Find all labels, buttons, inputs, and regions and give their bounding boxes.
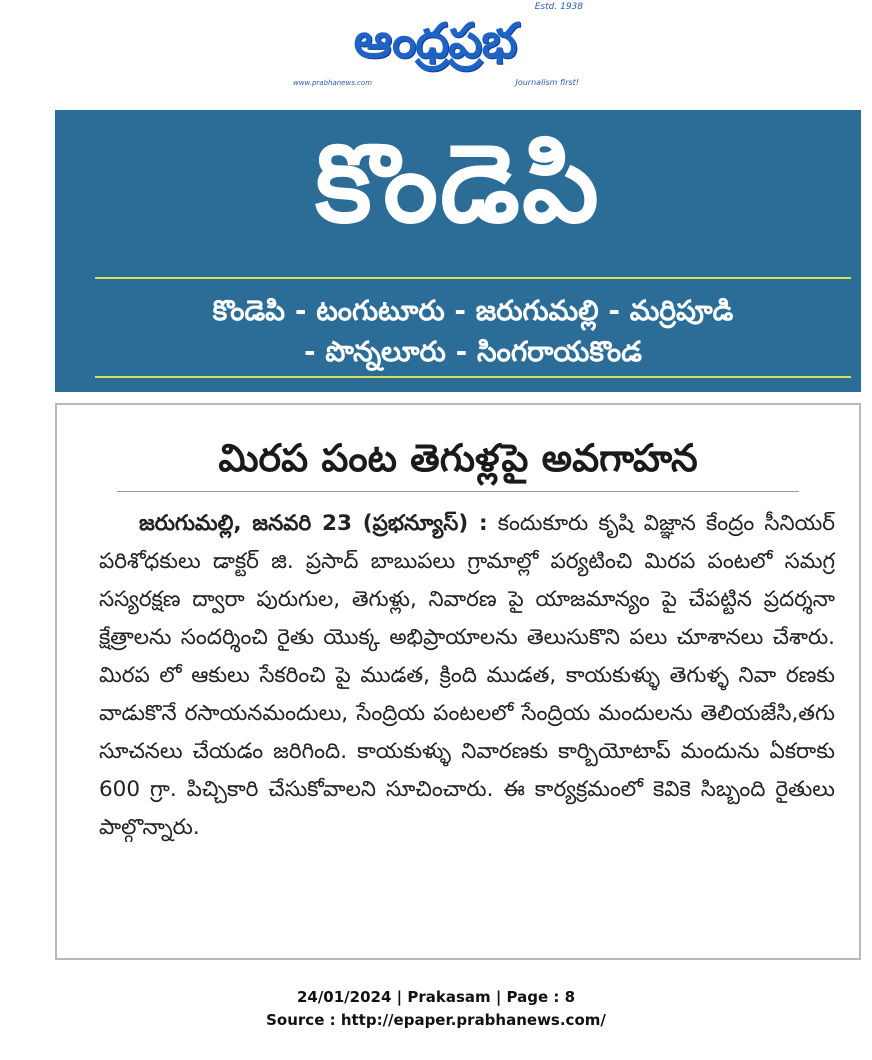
news-article: [55, 403, 861, 960]
masthead-tagline: Journalism first!: [515, 78, 579, 87]
section-banner: [55, 110, 861, 392]
article-body: [99, 505, 835, 847]
newspaper-logo: ఆంధ్రప్రభ: [353, 13, 517, 69]
article-body-text: కందుకూరు కృషి విజ్ఞాన కేంద్రం సీనియర్ పరిశోధకులు డాక్టర్ జి. ప్రసాద్ బాబుపలు గ్రామాల్లో పర్యటించి మిరప పంటలో సమగ్ర సస్యరక్షణ ద్వారా పురుగుల, తెగుళ్లు, నివారణ పై యాజమాన్యం పై చేపట్టిన ప్రదర్శనా క్షేత్రాలను సందర్శించి రైతు యొక్క అభిప్రాయాలను తెలుసుకొని పలు చూశానలు చేశారు. మిరప లో ఆకులు సేకరించి పై ముడత, క్రింది ముడత, కాయకుళ్ళు తెగుళ్ళ నివా రణకు వాడుకొనే రసాయనమందులు, సేంద్రియ పంటలలో సేంద్రియ మందులను తెలియజేసి,తగు సూచనలు చేయడం జరిగింది. కాయకుళ్ళు నివారణకు కార్బియోటాప్ మందును ఏకరాకు 600 గ్రా. పిచ్చికారి చేసుకోవాలని సూచించారు. ఈ కార్యక్రమంలో కెవికె సిబ్బంది రైతులు పాల్గొన్నారు.: [99, 511, 835, 840]
places-line-2: - పొన్నలూరు - సింగరాయకొండ: [304, 335, 642, 368]
section-title: కొండెపి: [315, 122, 601, 247]
article-dateline: జరుగుమల్లి, జనవరి 23 (ప్రభన్యూస్) :: [139, 511, 488, 536]
headline-divider: [117, 491, 799, 492]
masthead-website: www.prabhanews.com: [293, 79, 373, 87]
masthead: [285, 2, 585, 90]
banner-rule-top: [95, 277, 851, 279]
footer-source: Source : http://epaper.prabhanews.com/: [266, 1011, 606, 1029]
section-places: [95, 290, 851, 372]
established-year: Estd. 1938: [534, 2, 583, 12]
places-line-1: కొండెపి - టంగుటూరు - జరుగుమల్లి - మర్రిపూడి: [212, 294, 734, 327]
footer-edition-info: 24/01/2024 | Prakasam | Page : 8: [296, 988, 576, 1006]
article-headline: మిరప పంట తెగుళ్లపై అవగాహన: [218, 436, 698, 480]
page-footer: [0, 986, 872, 1032]
banner-rule-bottom: [95, 376, 851, 378]
